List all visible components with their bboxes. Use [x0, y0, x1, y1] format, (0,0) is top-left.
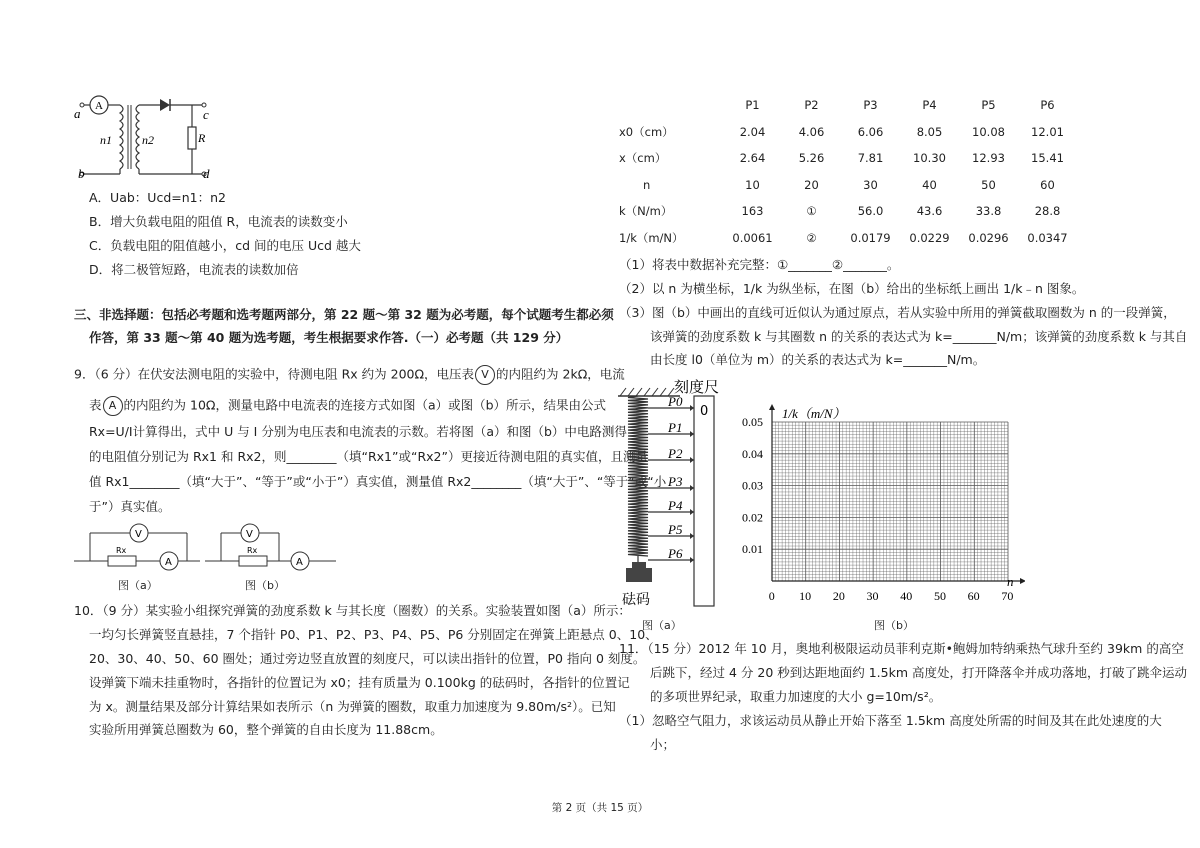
q8-option-d: D．将二极管短路，电流表的读数加倍	[89, 262, 299, 277]
rx-b-label: Rx	[247, 546, 258, 555]
rx-a-label: Rx	[116, 546, 127, 555]
table-cell: 0.0296	[968, 230, 1009, 245]
table-cell: 2.04	[739, 124, 766, 139]
y-tick-label: 0.04	[742, 446, 763, 461]
ammeter-icon: A	[103, 396, 123, 416]
table-cell: 0.0347	[1027, 230, 1068, 245]
y-tick-label: 0.05	[742, 415, 763, 429]
table-cell: n	[643, 177, 651, 192]
table-cell: 1/k（m/N）	[619, 230, 684, 245]
table-cell: 56.0	[857, 204, 884, 219]
pointer-p6	[648, 546, 694, 563]
x-tick-label: 10	[799, 589, 812, 603]
pointer-p1	[648, 420, 694, 437]
table-cell: ②	[806, 230, 817, 245]
ammeter-label: A	[95, 100, 103, 112]
q9-text-2b: 的内阻约为 10Ω，测量电路中电流表的连接方式如图（a）或图（b）所示，结果由公式	[123, 397, 607, 413]
spring-apparatus-figure	[612, 378, 732, 610]
voltammeter-circuit-a	[72, 520, 202, 572]
x-tick-label: 20	[832, 589, 845, 603]
q9-line5: 值 Rx1________（填“大于”、“等于”或“小于”）真实值，测量值 Rx2________（填“大于”、“等于”或“小	[89, 474, 667, 489]
table-cell: 163	[741, 204, 764, 219]
q11-line4: （1）忽略空气阻力，求该运动员从静止开始下落至 1.5km 高度处所需的时间及其在此处速度的大	[619, 713, 1162, 728]
table-row	[619, 119, 1077, 146]
table-cell: 0.0061	[732, 230, 773, 245]
pointer-label: P6	[668, 546, 683, 561]
x-tick-label: 40	[900, 589, 913, 603]
table-cell: 28.8	[1034, 204, 1061, 219]
terminal-b: b	[78, 166, 85, 181]
table-header-cell: P4	[922, 98, 937, 113]
q10-task3-line2: 该弹簧的劲度系数 k 与其圈数 n 的关系的表达式为 k=_______N/m；该弹簧的劲度系数 k 与其自	[650, 329, 1188, 344]
table-cell: 12.01	[1031, 124, 1064, 139]
table-cell: k（N/m）	[619, 204, 673, 219]
pointer-label: P2	[668, 446, 683, 461]
voltammeter-circuit-b	[203, 520, 338, 572]
table-row	[619, 198, 1077, 225]
table-cell: 0.0179	[850, 230, 891, 245]
table-header-cell: P5	[981, 98, 996, 113]
table-header-cell: P6	[1040, 98, 1055, 113]
voltmeter-a-label: V	[135, 529, 142, 540]
pointer-label: P5	[668, 522, 683, 537]
pointer-label: P4	[668, 498, 683, 513]
table-header-cell: P2	[804, 98, 819, 113]
coil-n2-label: n2	[142, 133, 154, 147]
q10-task2: （2）以 n 为横坐标，1/k 为纵坐标，在图（b）给出的坐标纸上画出 1/k﹣n 图象。	[619, 281, 1085, 296]
q10-task3-line3: 由长度 l0（单位为 m）的关系的表达式为 k=_______N/m。	[650, 352, 986, 367]
x-tick-label: 60	[967, 589, 980, 603]
q9-text-1a: 9．（6 分）在伏安法测电阻的实验中，待测电阻 Rx 约为 200Ω，电压表	[74, 366, 475, 382]
ammeter-a-label: A	[165, 557, 172, 568]
q11-line5: 小；	[650, 737, 676, 752]
graph-paper-figure	[740, 400, 1025, 612]
resistor-label: R	[198, 131, 206, 145]
q10-task3-line1: （3）图（b）中画出的直线可近似认为通过原点，若从实验中所用的弹簧截取圈数为 n 的一段弹簧，	[619, 305, 1176, 320]
table-cell: 33.8	[975, 204, 1002, 219]
pointer-p4	[648, 498, 694, 515]
table-cell: 50	[981, 177, 996, 192]
section3-heading-line2: 作答，第 33 题～第 40 题为选考题，考生根据要求作答.（一）必考题（共 129 分）	[89, 330, 569, 345]
q10-line3: 20、30、40、50、60 圈处；通过旁边竖直放置的刻度尺，可以读出指针的位置，P0 指向 0 刻度。	[89, 651, 646, 666]
q10-line5: 为 x。测量结果及部分计算结果如表所示（n 为弹簧的圈数，取重力加速度为 9.80m/s²）。已知	[89, 699, 616, 714]
q10-line6: 实验所用弹簧总圈数为 60，整个弹簧的自由长度为 11.88cm。	[89, 722, 443, 737]
pointer-p5	[648, 522, 694, 539]
table-cell: 60	[1040, 177, 1055, 192]
page-footer: 第 2 页（共 15 页）	[551, 802, 649, 814]
terminal-d: d	[203, 166, 210, 181]
table-cell: 6.06	[857, 124, 884, 139]
q10-line4: 设弹簧下端未挂重物时，各指针的位置记为 x0；挂有质量为 0.100kg 的砝码时，各指针的位置记	[89, 675, 630, 690]
x-tick-label: 70	[1001, 589, 1014, 603]
terminal-a: a	[74, 106, 81, 121]
table-row	[619, 172, 1077, 199]
q9-line4: 的电阻值分别记为 Rx1 和 Rx2，则________（填“Rx1”或“Rx2”）更接近待测电阻的真实值，且测量	[89, 449, 648, 464]
table-cell: 5.26	[798, 151, 825, 166]
x-axis-label: n	[1007, 574, 1014, 589]
table-cell: 0.0229	[909, 230, 950, 245]
table-row	[619, 225, 1077, 252]
table-row	[619, 145, 1077, 172]
table-header-cell: P1	[745, 98, 760, 113]
q9-line1	[74, 365, 625, 385]
table-cell: 10	[745, 177, 760, 192]
q9-line6: 于”）真实值。	[89, 499, 171, 514]
ruler-label: 刻度尺	[674, 378, 720, 396]
table-cell: 30	[863, 177, 878, 192]
y-tick-label: 0.01	[742, 542, 763, 557]
section3-heading-line1: 三、非选择题：包括必考题和选考题两部分，第 22 题～第 32 题为必考题，每个试题考生都必须	[74, 307, 614, 322]
x-tick-label: 30	[866, 589, 879, 603]
q9-text-2a: 表	[89, 397, 102, 413]
pointer-p2	[648, 446, 694, 463]
fig-a-caption: 图（a）	[642, 619, 682, 632]
coil-n1-label: n1	[100, 133, 112, 147]
weight-label: 砝码	[622, 592, 650, 608]
voltmeter-icon: V	[475, 365, 495, 385]
table-header-cell	[619, 92, 723, 119]
table-cell: 8.05	[916, 124, 943, 139]
table-cell: 2.64	[739, 151, 766, 166]
q10-line2: 一均匀长弹簧竖直悬挂，7 个指针 P0、P1、P2、P3、P4、P5、P6 分别固定在弹簧上距悬点 0、10、	[89, 627, 658, 642]
table-header-row	[619, 92, 1077, 119]
table-cell: 40	[922, 177, 937, 192]
pointer-p3	[648, 474, 694, 491]
q11-line2: 后跳下，经过 4 分 20 秒到达距地面约 1.5km 高度处，打开降落伞并成功落地，打破了跳伞运动	[650, 665, 1187, 680]
q8-option-c: C．负载电阻的阻值越小，cd 间的电压 Ucd 越大	[89, 238, 361, 253]
pointer-label: P1	[668, 420, 683, 435]
y-axis-label: 1/k（m/N）	[782, 406, 846, 421]
voltmeter-b-label: V	[246, 529, 253, 540]
q8-option-a: A．Uab：Ucd=n1：n2	[89, 190, 226, 205]
pointer-label: P0	[668, 394, 683, 409]
pointer-label: P3	[668, 474, 683, 489]
table-cell: 7.81	[857, 151, 884, 166]
table-cell: x0（cm）	[619, 124, 674, 139]
ammeter-b-label: A	[296, 557, 303, 568]
x-tick-label: 0	[768, 589, 775, 603]
x-tick-label: 50	[933, 589, 946, 603]
table-cell: 15.41	[1031, 151, 1064, 166]
q9-text-1b: 的内阻约为 2kΩ，电流	[496, 366, 625, 382]
table-cell: 4.06	[798, 124, 825, 139]
table-header-cell: P3	[863, 98, 878, 113]
q10-task1: （1）将表中数据补充完整：①_______②_______。	[619, 257, 900, 272]
q11-line1: 11．（15 分）2012 年 10 月，奥地利极限运动员菲利克斯•鲍姆加特纳乘热气球升至约 39km 的高空	[619, 641, 1184, 656]
q8-option-b: B．增大负载电阻的阻值 R，电流表的读数变小	[89, 214, 348, 229]
fig-b-caption: 图（b）	[874, 619, 914, 632]
y-tick-label: 0.03	[742, 478, 763, 493]
table-cell: 10.30	[913, 151, 946, 166]
table-cell: 12.93	[972, 151, 1005, 166]
table-cell: 43.6	[916, 204, 943, 219]
table-cell: 10.08	[972, 124, 1005, 139]
table-cell: ①	[806, 204, 817, 219]
q9-line3: Rx=U/I计算得出，式中 U 与 I 分别为电压表和电流表的示数。若将图（a）和图（b）中电路测得	[89, 424, 627, 439]
terminal-c: c	[203, 107, 209, 122]
fig-a-caption-q9: 图（a）	[118, 579, 158, 592]
q11-line3: 的多项世界纪录，取重力加速度的大小 g=10m/s²。	[650, 689, 942, 704]
fig-b-caption-q9: 图（b）	[245, 579, 285, 592]
ruler-zero-label: 0	[700, 404, 709, 419]
q10-line1: 10．（9 分）某实验小组探究弹簧的劲度系数 k 与其长度（圈数）的关系。实验装置如图（a）所示：	[74, 603, 631, 618]
table-cell: x（cm）	[619, 151, 667, 166]
y-tick-label: 0.02	[742, 510, 763, 525]
transformer-circuit-diagram	[72, 92, 222, 187]
spring-data-table	[619, 92, 1077, 251]
q9-line2	[89, 396, 606, 416]
table-cell: 20	[804, 177, 819, 192]
